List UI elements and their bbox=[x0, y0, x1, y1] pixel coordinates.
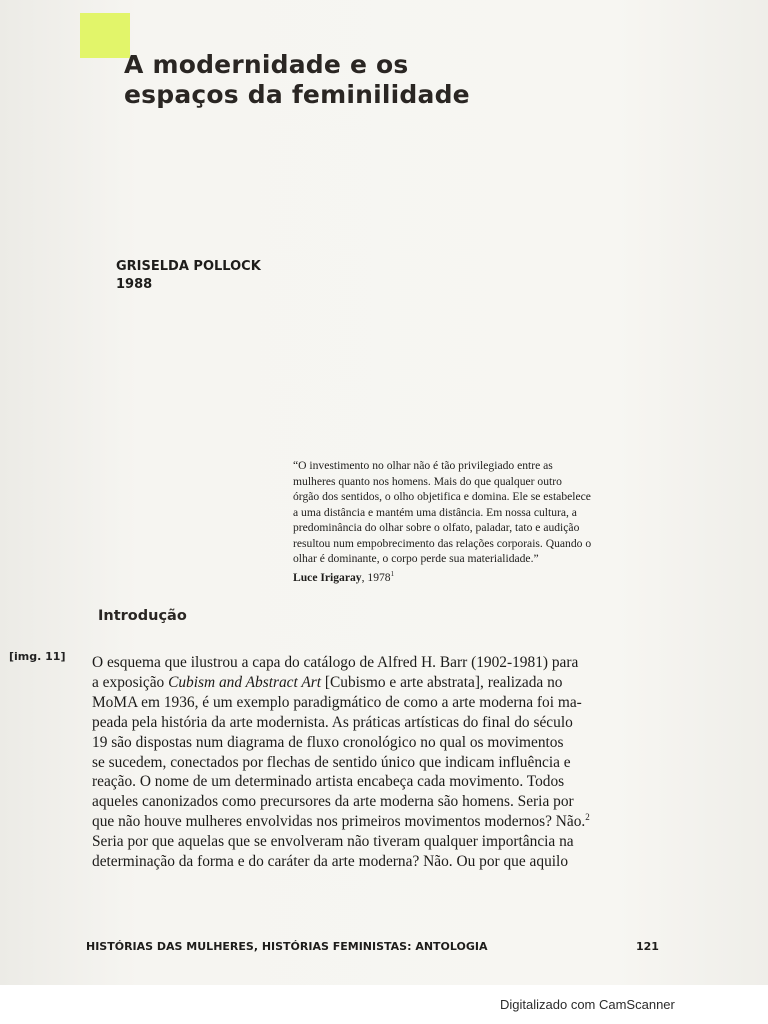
body-line: Seria por que aquelas que se envolveram não tiveram qualquer importância na bbox=[92, 833, 574, 851]
exhibition-title: Cubism and Abstract Art bbox=[168, 673, 322, 691]
author-block bbox=[116, 258, 261, 294]
body-line bbox=[92, 812, 652, 832]
running-title: HISTÓRIAS DAS MULHERES, HISTÓRIAS FEMINISTAS: ANTOLOGIA bbox=[86, 940, 488, 953]
epigraph-source-year: , 1978 bbox=[361, 570, 391, 584]
chapter-title-line-1: A modernidade e os bbox=[124, 50, 409, 79]
body-paragraph bbox=[92, 653, 652, 872]
epigraph-line: órgão dos sentidos, o olho objetifica e domina. Ele se estabelece bbox=[293, 490, 591, 503]
epigraph-line: resultou num empobrecimento das relações corporais. Quando o bbox=[293, 536, 592, 550]
author-name: GRISELDA POLLOCK bbox=[116, 259, 261, 274]
highlighter-mark bbox=[80, 13, 130, 58]
body-line: MoMA em 1936, é um exemplo paradigmático de como a arte moderna foi ma- bbox=[92, 693, 582, 711]
epigraph-line: olhar é dominante, o corpo perde sua materialidade.” bbox=[293, 552, 539, 565]
chapter-title-line-2: espaços da feminilidade bbox=[124, 80, 470, 109]
epigraph-line: predominância do olhar sobre o olfato, paladar, tato e audição bbox=[293, 521, 580, 534]
epigraph-line: mulheres quanto nos homens. Mais do que qualquer outro bbox=[293, 474, 562, 488]
epigraph-source bbox=[293, 567, 663, 585]
image-reference: [img. 11] bbox=[9, 650, 66, 663]
body-line bbox=[92, 673, 652, 693]
scanner-watermark: Digitalizado com CamScanner bbox=[497, 996, 678, 1013]
chapter-title bbox=[124, 50, 564, 110]
body-line: peada pela história da arte modernista. As práticas artísticas do final do século bbox=[92, 713, 573, 731]
author-year: 1988 bbox=[116, 277, 153, 292]
body-line: aqueles canonizados como precursores da arte moderna são homens. Seria por bbox=[92, 793, 574, 811]
body-line: se sucedem, conectados por flechas de sentido único que indicam influência e bbox=[92, 753, 571, 771]
body-text-fragment: a exposição bbox=[92, 673, 169, 691]
page-number: 121 bbox=[636, 940, 659, 953]
body-text-fragment: que não houve mulheres envolvidas nos primeiros movimentos modernos? Não. bbox=[92, 813, 586, 831]
body-line: 19 são dispostas num diagrama de fluxo cronológico no qual os movimentos bbox=[92, 733, 564, 751]
footnote-marker: 1 bbox=[390, 569, 395, 578]
body-text-fragment: [Cubismo e arte abstrata], realizada no bbox=[321, 673, 563, 691]
section-heading: Introdução bbox=[98, 608, 187, 624]
body-line: O esquema que ilustrou a capa do catálogo de Alfred H. Barr (1902-1981) para bbox=[92, 654, 579, 671]
epigraph-line: “O investimento no olhar não é tão privilegiado entre as bbox=[293, 459, 553, 472]
body-line: reação. O nome de um determinado artista encabeça cada movimento. Todos bbox=[92, 773, 565, 791]
body-line: determinação da forma e do caráter da arte moderna? Não. Ou por que aquilo bbox=[92, 853, 569, 871]
epigraph-line: a uma distância e mantém uma distância. Em nossa cultura, a bbox=[293, 505, 577, 519]
footnote-marker: 2 bbox=[585, 812, 590, 823]
epigraph-source-name: Luce Irigaray bbox=[293, 570, 362, 584]
epigraph bbox=[293, 458, 663, 585]
